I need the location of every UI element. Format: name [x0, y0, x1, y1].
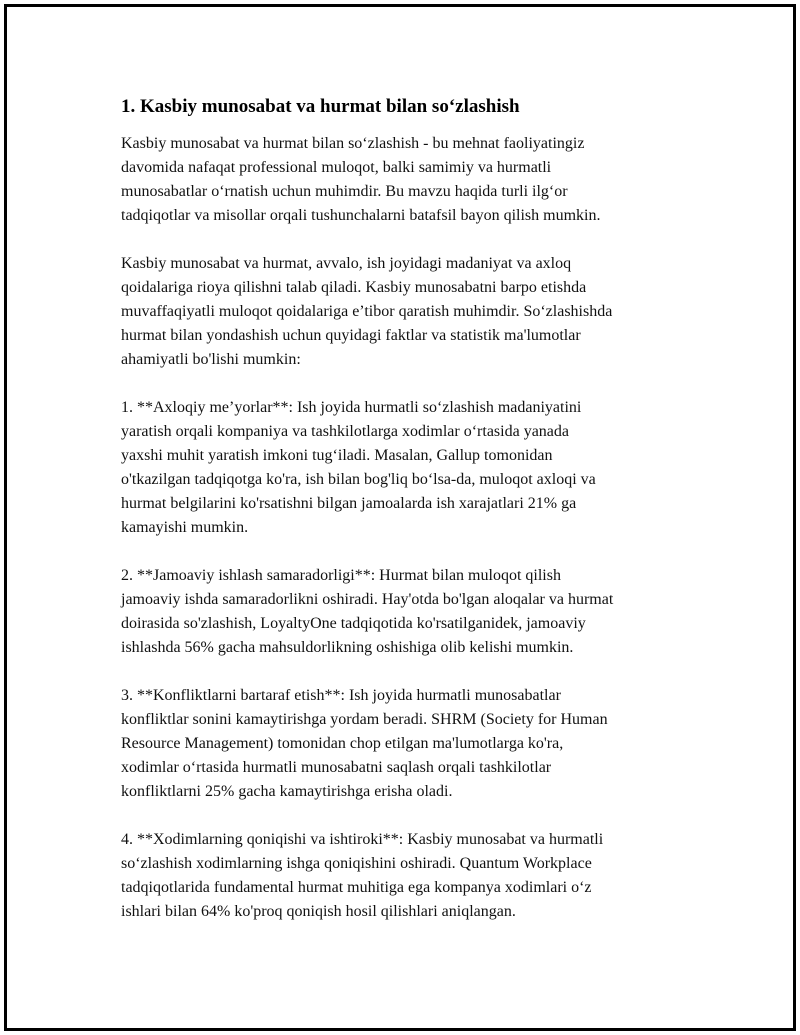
paragraph	[121, 684, 701, 804]
text-line: ishlari bilan 64% ko'proq qoniqish hosil qilishlari aniqlangan.	[121, 903, 516, 920]
text-line: doirasida so'zlashish, LoyaltyOne tadqiqotida ko'rsatilganidek, jamoaviy	[121, 615, 586, 632]
text-line: konfliktlarni 25% gacha kamaytirishga erisha oladi.	[121, 783, 453, 800]
text-line: 1. **Axloqiy me’yorlar**: Ish joyida hurmatli so‘zlashish madaniyatini	[121, 399, 582, 416]
text-line: xodimlar o‘rtasida hurmatli munosabatni saqlash orqali tashkilotlar	[121, 759, 552, 776]
document-body	[121, 95, 701, 948]
text-line: yaxshi muhit yaratish imkoni tug‘iladi. Masalan, Gallup tomonidan	[121, 447, 553, 464]
text-line: hurmat bilan yondashish uchun quyidagi faktlar va statistik ma'lumotlar	[121, 327, 581, 344]
text-line: kamayishi mumkin.	[121, 519, 249, 536]
text-line: o'tkazilgan tadqiqotga ko'ra, ish bilan bog'liq bo‘lsa-da, muloqot axloqi va	[121, 471, 596, 488]
text-line: 2. **Jamoaviy ishlash samaradorligi**: Hurmat bilan muloqot qilish	[121, 567, 561, 584]
text-line: ahamiyatli bo'lishi mumkin:	[121, 351, 301, 368]
paragraph	[121, 252, 701, 372]
text-line: hurmat belgilarini ko'rsatishni bilgan jamoalarda ish xarajatlari 21% ga	[121, 495, 577, 512]
text-line: jamoaviy ishda samaradorlikni oshiradi. Hay'otda bo'lgan aloqalar va hurmat	[121, 591, 614, 608]
text-line: ishlashda 56% gacha mahsuldorlikning oshishiga olib kelishi mumkin.	[121, 639, 574, 656]
text-line: tadqiqotlar va misollar orqali tushunchalarni batafsil bayon qilish mumkin.	[121, 207, 601, 224]
text-line: Resource Management) tomonidan chop etilgan ma'lumotlarga ko'ra,	[121, 735, 564, 752]
text-line: muvaffaqiyatli muloqot qoidalariga e’tibor qaratish muhimdir. So‘zlashishda	[121, 303, 613, 320]
page-border	[4, 4, 796, 1031]
document-title: 1. Kasbiy munosabat va hurmat bilan so‘zlashish	[121, 96, 520, 117]
text-line: 4. **Xodimlarning qoniqishi va ishtiroki**: Kasbiy munosabat va hurmatli	[121, 831, 604, 848]
paragraph-list	[121, 132, 701, 924]
paragraph	[121, 396, 701, 540]
text-line: 3. **Konfliktlarni bartaraf etish**: Ish joyida hurmatli munosabatlar	[121, 687, 561, 704]
text-line: Kasbiy munosabat va hurmat, avvalo, ish joyidagi madaniyat va axloq	[121, 255, 572, 272]
text-line: yaratish orqali kompaniya va tashkilotlarga xodimlar o‘rtasida yanada	[121, 423, 570, 440]
paragraph	[121, 132, 701, 228]
paragraph	[121, 828, 701, 924]
paragraph	[121, 564, 701, 660]
text-line: davomida nafaqat professional muloqot, balki samimiy va hurmatli	[121, 159, 552, 176]
text-line: qoidalariga rioya qilishni talab qiladi. Kasbiy munosabatni barpo etishda	[121, 279, 587, 296]
text-line: so‘zlashish xodimlarning ishga qoniqishini oshiradi. Quantum Workplace	[121, 855, 592, 872]
text-line: munosabatlar o‘rnatish uchun muhimdir. Bu mavzu haqida turli ilg‘or	[121, 183, 568, 200]
text-line: konfliktlar sonini kamaytirishga yordam beradi. SHRM (Society for Human	[121, 711, 608, 728]
text-line: tadqiqotlarida fundamental hurmat muhitiga ega kompanya xodimlari o‘z	[121, 879, 592, 896]
text-line: Kasbiy munosabat va hurmat bilan so‘zlashish - bu mehnat faoliyatingiz	[121, 135, 585, 152]
